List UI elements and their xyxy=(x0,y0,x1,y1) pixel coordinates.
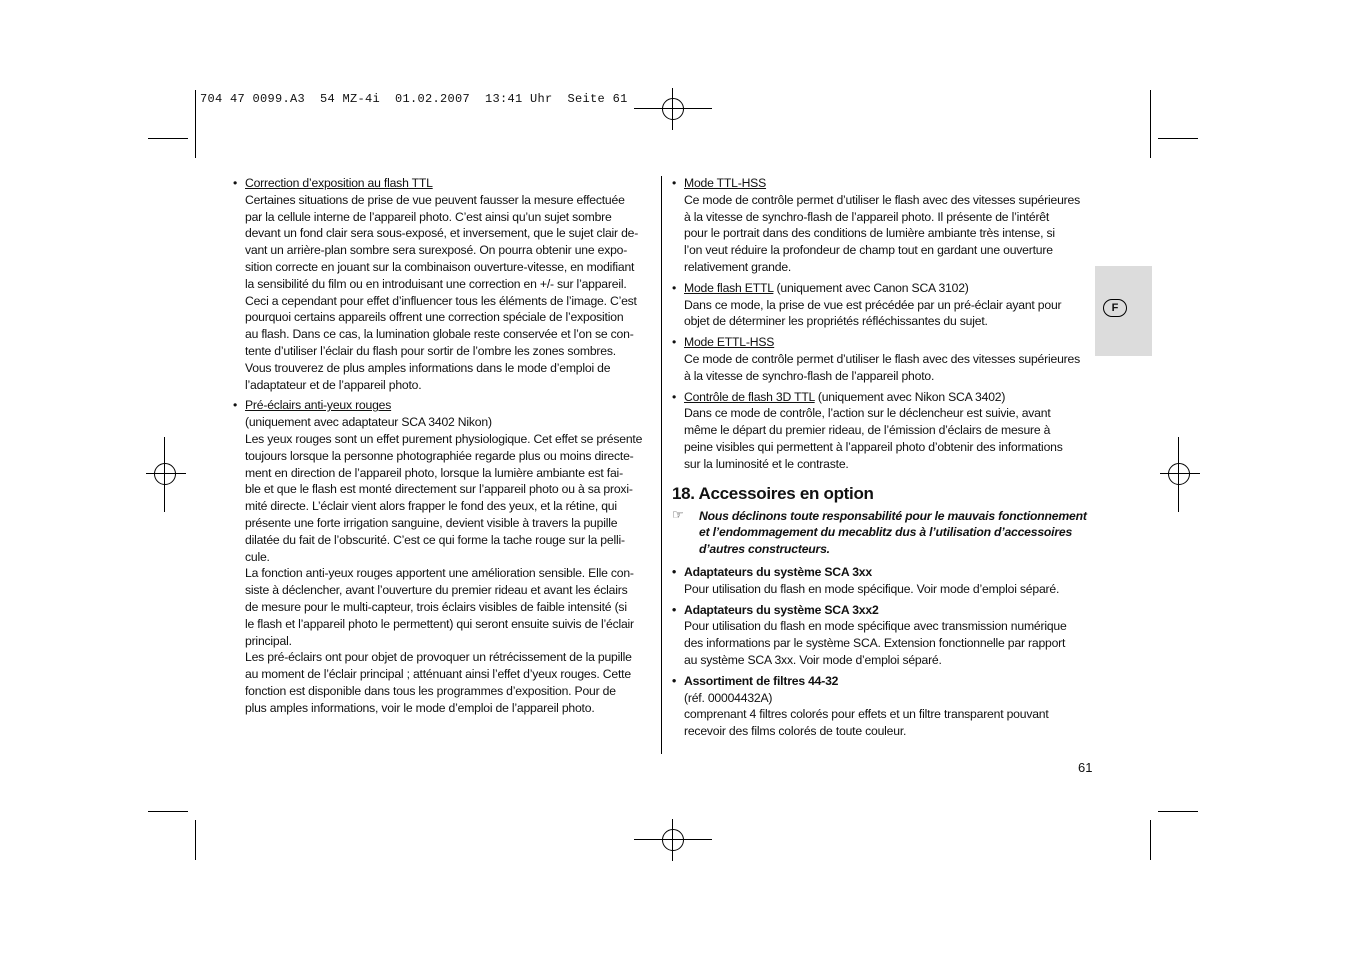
disclaimer-note: ☞ Nous déclinons toute responsabilité pour le mauvais fonctionnement et l’endommagement du mecablitz dus à l’utilisation d’accessoires d’autres constructeurs. xyxy=(672,506,1087,557)
item-title: Pré-éclairs anti-yeux rouges xyxy=(245,398,392,413)
pointing-hand-icon: ☞ xyxy=(672,506,684,522)
print-header: 704 47 0099.A3 54 MZ-4i 01.02.2007 13:41 Uhr Seite 61 xyxy=(200,92,628,106)
language-tab-label: F xyxy=(1103,299,1127,317)
crop-mark xyxy=(1158,138,1198,139)
crop-mark xyxy=(195,820,196,860)
left-column xyxy=(233,175,658,717)
item-title: Mode flash ETTL xyxy=(684,280,774,295)
item-title: Mode TTL-HSS xyxy=(684,176,767,190)
section-flash-exposure-correction: • Correction d’exposition au flash TTL Certaines situations de prise de vue peuvent fausser la mesure effectuée par la cellule interne de l’appareil photo. C’est ainsi qu’un sujet sombre devant un fond clair sera sous-exposé, et inversement, que le sujet clair de- vant un arrière-plan sombre sera surexposé. On pourra obtenir une expo- sition correcte en jouant sur la combinaison ouverture-vitesse, en modifiant la sensibilité du film ou en introduisant une correction en +/- sur l’appareil. Ceci a cependant pour effet d’influencer tous les éléments de l’image. C’est pourquoi certains appareils offrent une correction spéciale de l’exposition au flash. Dans ce cas, la lumination globale reste conservée et l’on se con- tente d’utiliser l’éclair du flash pour sortir de l’ombre les zones sombres. Vous trouverez de plus amples informations dans le mode d’emploi de l’adaptateur et de l’appareil photo. xyxy=(233,175,658,393)
crop-mark xyxy=(195,90,196,158)
section-ttl-hss: • Mode TTL-HSS Ce mode de contrôle permet d’utiliser le flash avec des vitesses supérieures à la vitesse de synchro-flash de l’appareil photo. Il présente de l’intérêt pour le portrait dans des conditions de lumière ambiante très intense, si l’on veut réduire la profondeur de champ tout en gardant une ouverture relativement grande. xyxy=(672,175,1097,276)
section-ettl-hss: • Mode ETTL-HSS Ce mode de contrôle permet d’utiliser le flash avec des vitesses supérieures à la vitesse de synchro-flash de l’appareil photo. xyxy=(672,334,1097,384)
section-heading: 18. Accessoires en option xyxy=(672,483,874,503)
section-sca3xx: • Adaptateurs du système SCA 3xx Pour utilisation du flash en mode spécifique. Voir mode d’emploi séparé. xyxy=(672,564,1097,598)
crop-mark xyxy=(1150,90,1151,158)
item-title: Correction d’exposition au flash TTL xyxy=(245,176,433,190)
section-sca3xx2: • Adaptateurs du système SCA 3xx2 Pour utilisation du flash en mode spécifique avec transmission numérique des informations par le système SCA. Extension fonctionnelle par rapport au système SCA 3xx. Voir mode d’emploi séparé. xyxy=(672,602,1097,669)
section-filters: • Assortiment de filtres 44-32 (réf. 00004432A) comprenant 4 filtres colorés pour effets et un filtre transparent pouvant recevoir des films colorés de toute couleur. xyxy=(672,673,1097,740)
section-3d-ttl: • Contrôle de flash 3D TTL (uniquement avec Nikon SCA 3402) Dans ce mode de contrôle, l’action sur le déclencheur est suivie, avant même le départ du premier rideau, de l’émission d’éclairs de mesure à peine visibles qui permettent à l’appareil photo d’obtenir des informations sur la luminosité et le contraste. xyxy=(672,389,1063,471)
right-column xyxy=(672,175,1097,740)
column-divider xyxy=(661,176,662,754)
item-title: Adaptateurs du système SCA 3xx xyxy=(684,564,872,579)
item-title: Assortiment de filtres 44-32 xyxy=(684,673,839,688)
section-red-eye-preflash: • Pré-éclairs anti-yeux rouges (uniquement avec adaptateur SCA 3402 Nikon) Les yeux rouges sont un effet purement physiologique. Cet effet se présente toujours lorsque la personne photographiée regarde plus ou moins directe- ment en direction de l’appareil photo, lorsque la lumière ambiante est fai- ble et que le flash est monté directement sur l’appareil photo ou à sa proxi- mité directe. L’éclair vient alors frapper le fond des yeux, et la rétine, qui présente une forte irrigation sanguine, devient visible à travers la pupille dilatée du fait de l’obscurité. C’est ce qui forme la tache rouge sur la pelli- cule. La fonction anti-yeux rouges apportent une amélioration sensible. Elle con- siste à déclencher, avant l’ouverture du premier rideau et avant les éclairs de mesure pour le multi-capteur, trois éclairs visibles de faible intensité (si le flash et l’appareil photo le permettent) qui seront ensuite suivis de l’éclair principal. Les pré-éclairs ont pour objet de provoquer un rétrécissement de la pupille au moment de l’éclair principal ; atténuant ainsi l’effet d’yeux rouges. Cette fonction est disponible dans tous les programmes d’exposition. Pour de plus amples informations, voir le mode d’emploi de l’appareil photo. xyxy=(233,397,658,716)
section-ettl: • Mode flash ETTL (uniquement avec Canon SCA 3102) Dans ce mode, la prise de vue est précédée par un pré-éclair ayant pour objet de déterminer les propriétés réfléchissantes du sujet. xyxy=(672,280,1062,329)
crop-mark xyxy=(148,811,188,812)
item-title: Mode ETTL-HSS xyxy=(684,335,775,350)
language-tab xyxy=(1095,266,1152,356)
item-title: Contrôle de flash 3D TTL xyxy=(684,389,815,404)
item-title: Adaptateurs du système SCA 3xx2 xyxy=(684,602,879,617)
crop-mark xyxy=(1150,820,1151,860)
crop-mark xyxy=(1158,811,1198,812)
page-number: 61 xyxy=(1078,760,1093,775)
crop-mark xyxy=(148,138,188,139)
